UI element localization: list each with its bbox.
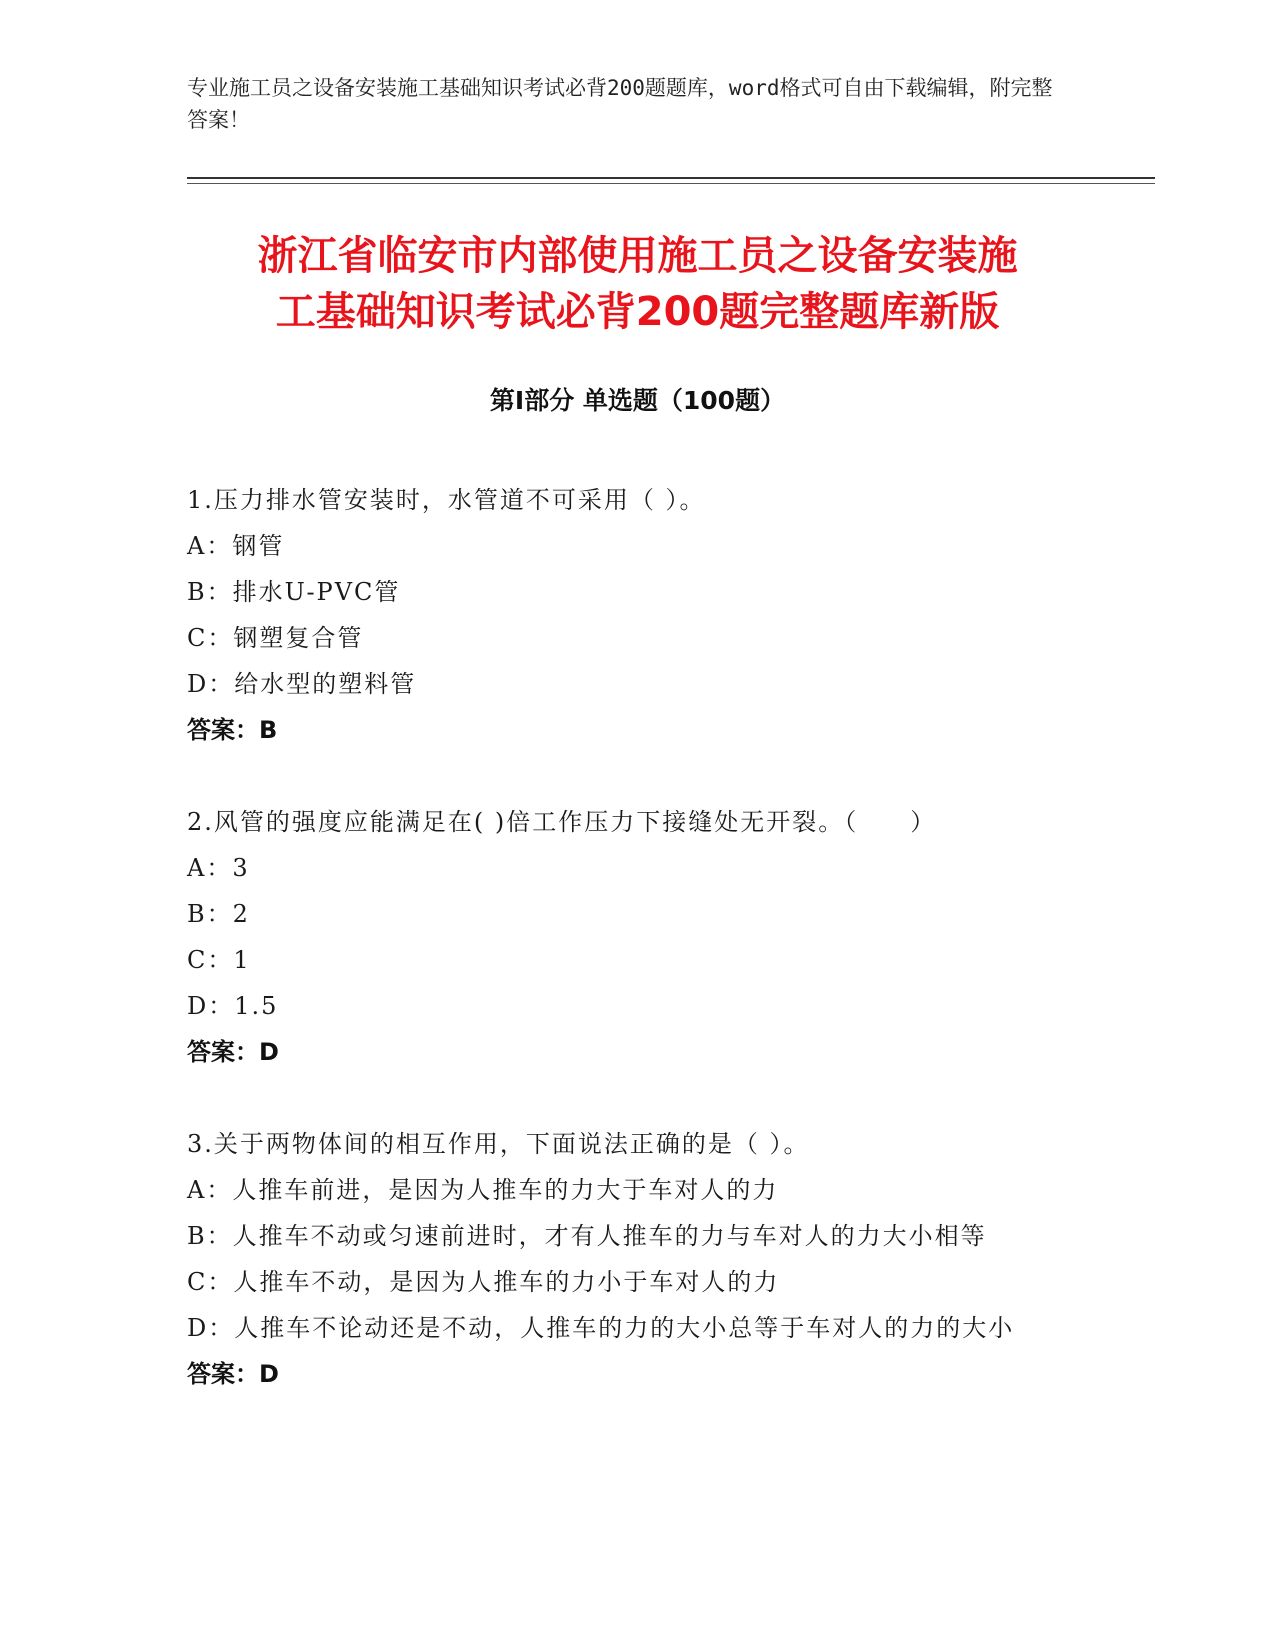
option-d: D：给水型的塑料管 — [187, 670, 417, 698]
option-d: D：人推车不论动还是不动，人推车的力的大小总等于车对人的力的大小 — [187, 1314, 1015, 1342]
question-stem: 2.风管的强度应能满足在( )倍工作压力下接缝处无开裂。（ ） — [187, 808, 937, 836]
option-c: C：1 — [187, 946, 251, 974]
header-divider-thin — [187, 183, 1155, 184]
option-d: D：1.5 — [187, 992, 279, 1020]
document-title-line-1: 浙江省临安市内部使用施工员之设备安装施 — [257, 233, 1018, 279]
option-b: B：2 — [187, 900, 250, 928]
option-b: B：排水U-PVC管 — [187, 578, 401, 606]
question-stem: 1.压力排水管安装时，水管道不可采用（ ）。 — [187, 486, 706, 514]
question-2 — [187, 799, 1087, 1075]
header-divider-thick — [187, 177, 1155, 179]
option-a: A：人推车前进，是因为人推车的力大于车对人的力 — [187, 1176, 779, 1204]
question-3 — [187, 1121, 1087, 1397]
question-spacer — [187, 753, 1087, 799]
document-title-line-2: 工基础知识考试必背200题完整题库新版 — [275, 289, 1000, 335]
option-a: A：钢管 — [187, 532, 285, 560]
option-b: B：人推车不动或匀速前进时，才有人推车的力与车对人的力大小相等 — [187, 1222, 987, 1250]
answer: 答案：D — [187, 1038, 279, 1066]
option-c: C：人推车不动，是因为人推车的力小于车对人的力 — [187, 1268, 780, 1296]
option-c: C：钢塑复合管 — [187, 624, 364, 652]
section-heading: 第Ⅰ部分 单选题（100题） — [489, 386, 786, 415]
question-spacer — [187, 1075, 1087, 1121]
answer: 答案：B — [187, 716, 278, 744]
option-a: A：3 — [187, 854, 250, 882]
question-list — [187, 477, 1087, 1397]
question-1 — [187, 477, 1087, 753]
question-stem: 3.关于两物体间的相互作用，下面说法正确的是（ ）。 — [187, 1130, 810, 1158]
header-note: 专业施工员之设备安装施工基础知识考试必背200题题库，word格式可自由下载编辑，附完整答案！ — [187, 76, 1053, 132]
answer: 答案：D — [187, 1360, 279, 1388]
document-title — [150, 228, 1125, 340]
